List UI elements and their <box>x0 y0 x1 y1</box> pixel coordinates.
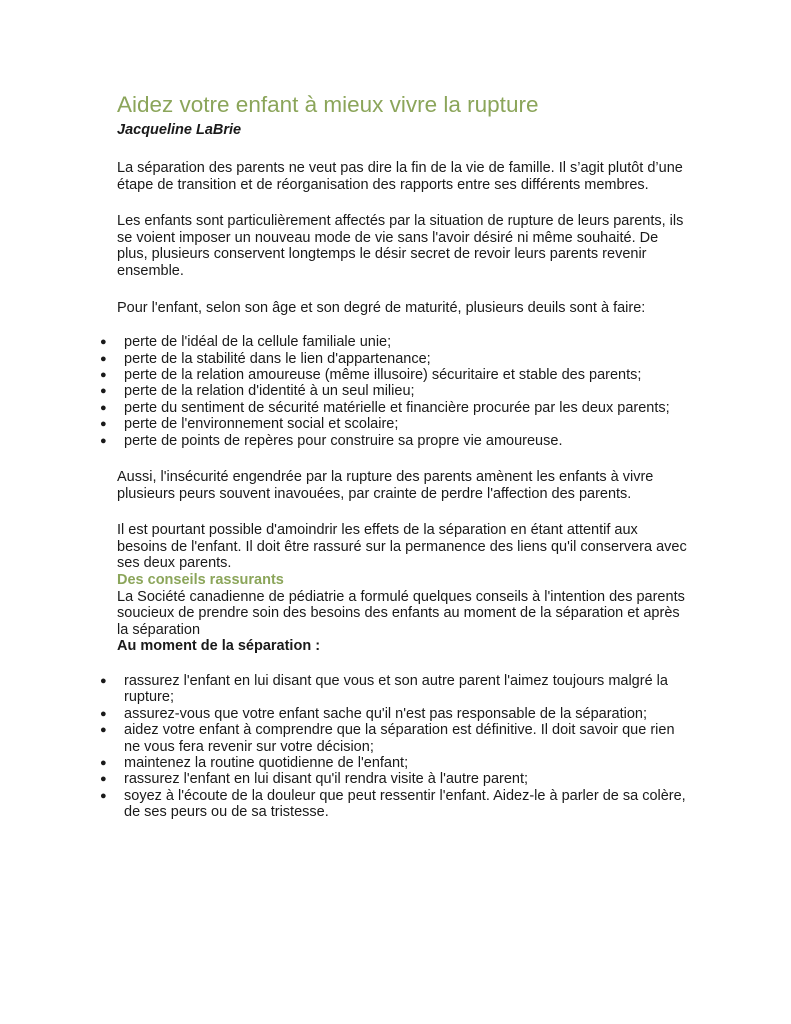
list-item: ● rassurez l'enfant en lui disant qu'il rendra visite à l'autre parent; <box>100 771 529 788</box>
bullet-icon: ● <box>100 756 107 769</box>
list-item: ● perte de points de repères pour construire sa propre vie amoureuse. <box>100 432 563 449</box>
bullet-icon: ● <box>100 352 107 365</box>
bullet-icon: ● <box>100 674 107 687</box>
bullet-icon: ● <box>100 385 107 398</box>
bullet-icon: ● <box>100 418 107 431</box>
bullet-icon: ● <box>100 401 107 414</box>
advice-list <box>100 672 694 821</box>
list-item: ● rassurez l'enfant en lui disant que vous et son autre parent l'aimez toujours malgré la rupture; <box>100 672 668 706</box>
document-page <box>100 90 687 821</box>
list-item: ● perte de la relation amoureuse (même illusoire) sécuritaire et stable des parents; <box>100 366 642 383</box>
list-item: ● perte de l'idéal de la cellule familiale unie; <box>100 334 392 351</box>
bullet-icon: ● <box>100 789 107 802</box>
bullet-icon: ● <box>100 724 107 737</box>
section-heading-separation: Au moment de la séparation : <box>117 638 321 655</box>
list-item: ● perte de l'environnement social et scolaire; <box>100 416 399 433</box>
paragraph-grief-intro: Pour l'enfant, selon son âge et son degré de maturité, plusieurs deuils sont à faire: <box>117 299 646 316</box>
paragraph-fears: Aussi, l'insécurité engendrée par la rupture des parents amènent les enfants à vivre plusieurs peurs souvent inavouées, par crainte de perdre l'affection des parents. <box>117 469 654 502</box>
subheading-advice: Des conseils rassurants <box>117 571 284 588</box>
list-item: ● soyez à l'écoute de la douleur que peut ressentir l'enfant. Aidez-le à parler de sa colère, de ses peurs ou de sa tristesse. <box>100 787 686 821</box>
paragraph-reassurance: Il est pourtant possible d'amoindrir les effets de la séparation en étant attentif aux besoins de l'enfant. Il doit être rassuré sur la permanence des liens qu'il conservera avec ses deux parents. <box>117 522 687 572</box>
list-item: ● assurez-vous que votre enfant sache qu'il n'est pas responsable de la séparation; <box>100 705 648 722</box>
bullet-icon: ● <box>100 368 107 381</box>
bullet-icon: ● <box>100 773 107 786</box>
list-item: ● perte du sentiment de sécurité matérielle et financière procurée par les deux parents; <box>100 399 670 416</box>
grief-list <box>100 334 694 449</box>
list-item: ● perte de la relation d'identité à un seul milieu; <box>100 383 415 400</box>
paragraph-intro: La séparation des parents ne veut pas dire la fin de la vie de famille. Il s’agit plutôt d’une étape de transition et de réorganisation des rapports entre ses différents membres. <box>117 160 683 193</box>
list-item: ● aidez votre enfant à comprendre que la séparation est définitive. Il doit savoir que rien ne vous fera revenir sur votre décision; <box>100 722 675 755</box>
paragraph-children-affected: Les enfants sont particulièrement affectés par la situation de rupture de leurs parents, ils se voient imposer un nouveau mode de vie sans l'avoir désiré ni même souhaité. De plus, plusieurs conservent longtemps le désir secret de revoir leurs parents revenir ensemble. <box>117 213 684 279</box>
list-item: ● perte de la stabilité dans le lien d'appartenance; <box>100 350 431 367</box>
list-item: ● maintenez la routine quotidienne de l'enfant; <box>100 754 409 771</box>
bullet-icon: ● <box>100 707 107 720</box>
author-name: Jacqueline LaBrie <box>117 122 242 138</box>
paragraph-society: La Société canadienne de pédiatrie a formulé quelques conseils à l'intention des parents soucieux de prendre soin des besoins des enfants au moment de la séparation et après la séparation <box>117 588 685 638</box>
bullet-icon: ● <box>100 434 107 447</box>
bullet-icon: ● <box>100 336 107 349</box>
document-title: Aidez votre enfant à mieux vivre la rupture <box>117 92 539 117</box>
